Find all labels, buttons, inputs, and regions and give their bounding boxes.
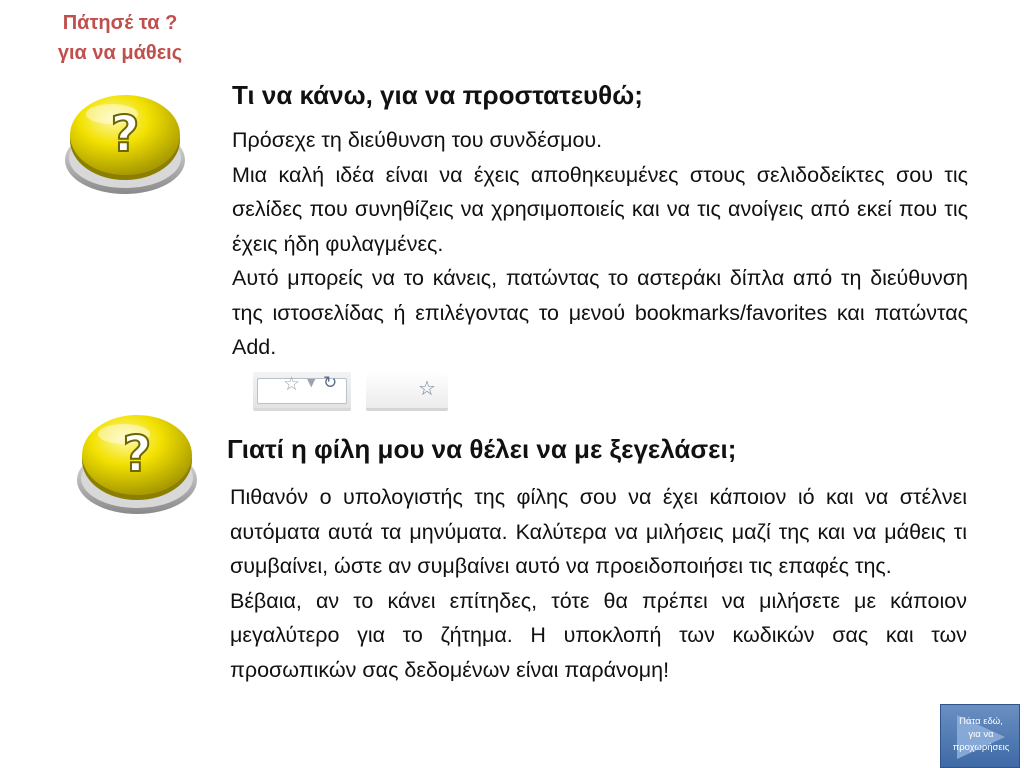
hint-line-1: Πάτησέ τα ? xyxy=(62,12,178,34)
question-mark-button-icon xyxy=(60,88,190,198)
next-slide-button[interactable] xyxy=(940,704,1020,768)
svg-text:?: ? xyxy=(110,105,140,163)
section-1-body xyxy=(232,123,968,365)
question-button-2[interactable] xyxy=(72,408,202,518)
svg-text:?: ? xyxy=(122,425,152,483)
question-mark-button-icon xyxy=(72,408,202,518)
hint-line-2: για να μάθεις xyxy=(57,42,183,64)
next-button-line-1: Πάτα εδώ, xyxy=(959,716,1003,727)
next-button-label xyxy=(941,715,1020,754)
section-1-paragraph-3: Αυτό μπορείς να το κάνεις, πατώντας το αστεράκι δίπλα από τη διεύθυνση της ιστοσελίδας ή επιλέγοντας το μενού bookmarks/favorites και πατώντας Add. xyxy=(232,266,968,359)
section-1-paragraph-2: Μια καλή ιδέα είναι να έχεις αποθηκευμένες στους σελιδοδείκτες σου τις σελίδες που συνηθίζεις να χρησιμοποιείς και να τις ανοίγεις από εκεί που τις έχεις ήδη φυλαγμένες. xyxy=(232,162,968,256)
section-1-paragraph-1: Πρόσεχε τη διεύθυνση του συνδέσμου. xyxy=(232,128,603,152)
bookmark-star-icon[interactable]: ☆ xyxy=(283,373,301,395)
section-2-paragraph-1: Πιθανόν ο υπολογιστής της φίλης σου να έχει κάποιον ιό και να στέλνει αυτόματα αυτά τα μηνύματα. Καλύτερα να μιλήσεις μαζί της και να μάθεις τι συμβαίνει, ώστε αν συμβαίνει αυτό να προειδοποιήσει τις επαφές της. xyxy=(230,485,967,578)
question-button-1[interactable] xyxy=(60,88,190,198)
browser-star-screenshot xyxy=(366,372,448,408)
section-2-body xyxy=(230,480,967,687)
section-2-heading: Γιατί η φίλη μου να θέλει να με ξεγελάσει; xyxy=(227,434,737,464)
section-1-heading: Τι να κάνω, για να προστατευθώ; xyxy=(232,80,643,110)
section-2-paragraph-2: Βέβαια, αν το κάνει επίτηδες, τότε θα πρέπει να μιλήσετε με κάποιον μεγαλύτερο για το ζήτημα. Η υποκλοπή των κωδικών σας και των προσωπικών σας δεδομένων είναι παράνομη! xyxy=(230,588,967,682)
next-button-line-3: προχωρήσεις xyxy=(952,742,1010,753)
bookmark-star-icon[interactable]: ☆ xyxy=(418,376,436,400)
browser-address-bar-screenshot xyxy=(253,372,351,408)
reload-icon[interactable]: ↻ xyxy=(323,373,338,393)
next-button-line-2: για να xyxy=(968,729,994,740)
dropdown-arrow-icon[interactable]: ▼ xyxy=(307,376,316,389)
hint-text xyxy=(40,8,200,68)
